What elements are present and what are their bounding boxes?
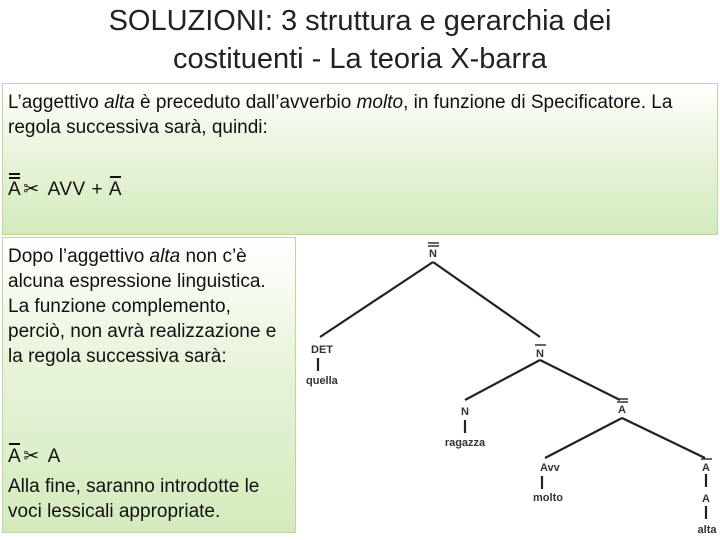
top-rule-rhs: AVV + — [47, 179, 109, 200]
leaf-ragazza: ragazza — [444, 437, 486, 449]
edge-ntop-nbar — [433, 262, 540, 337]
left-rule-lhs: A — [8, 446, 22, 467]
top-rule-lhs: A — [8, 179, 22, 200]
scissors-arrow-icon: ✂ — [23, 446, 40, 467]
left-text-em-alta: alta — [149, 246, 181, 267]
node-ntop: N — [429, 248, 437, 260]
slide-title-line1: SOLUZIONI: 3 struttura e gerarchia dei — [108, 5, 612, 37]
node-ahead: A — [702, 493, 710, 505]
leaf-alta: alta — [697, 524, 717, 536]
left-closing-text: Alla fine, saranno introdotte le voci lessicali appropriate. — [8, 476, 260, 522]
top-text-mid: è preceduto dall’avverbio — [134, 92, 357, 113]
edge-ntop-det — [320, 262, 433, 337]
top-rule-rhs-head: A — [108, 179, 123, 200]
node-atop: A — [618, 404, 626, 416]
top-text-em-alta: alta — [104, 92, 135, 113]
node-nhead: N — [461, 406, 469, 418]
top-text-post: , in funzione di Specificatore. La regola successiva sarà, quindi: — [8, 92, 673, 138]
leaf-molto: molto — [533, 492, 563, 504]
edge-atop-abar — [622, 418, 705, 458]
left-text-post: non c’è alcuna espressione linguistica. La funzione complemento, perciò, non avrà realizzazione e la regola successiva sarà: — [8, 246, 277, 367]
tree-edges — [318, 262, 706, 519]
scissors-arrow-icon: ✂ — [23, 179, 40, 200]
top-text-em-molto: molto — [356, 92, 404, 113]
node-nbar: N — [536, 348, 544, 360]
edge-nbar-nhead — [465, 360, 540, 400]
node-det: DET — [311, 344, 333, 356]
left-text-pre: Dopo l’aggettivo — [8, 246, 150, 267]
left-rule-rhs: A — [47, 446, 61, 467]
top-text-pre: L’aggettivo — [8, 92, 105, 113]
leaf-quella: quella — [306, 375, 338, 387]
node-abar: A — [702, 462, 710, 474]
slide-title-line2: costituenti - La teoria X-barra — [173, 43, 547, 75]
node-avv: Avv — [540, 462, 560, 474]
edge-nbar-atop — [540, 360, 620, 400]
edge-atop-avv — [545, 418, 622, 458]
